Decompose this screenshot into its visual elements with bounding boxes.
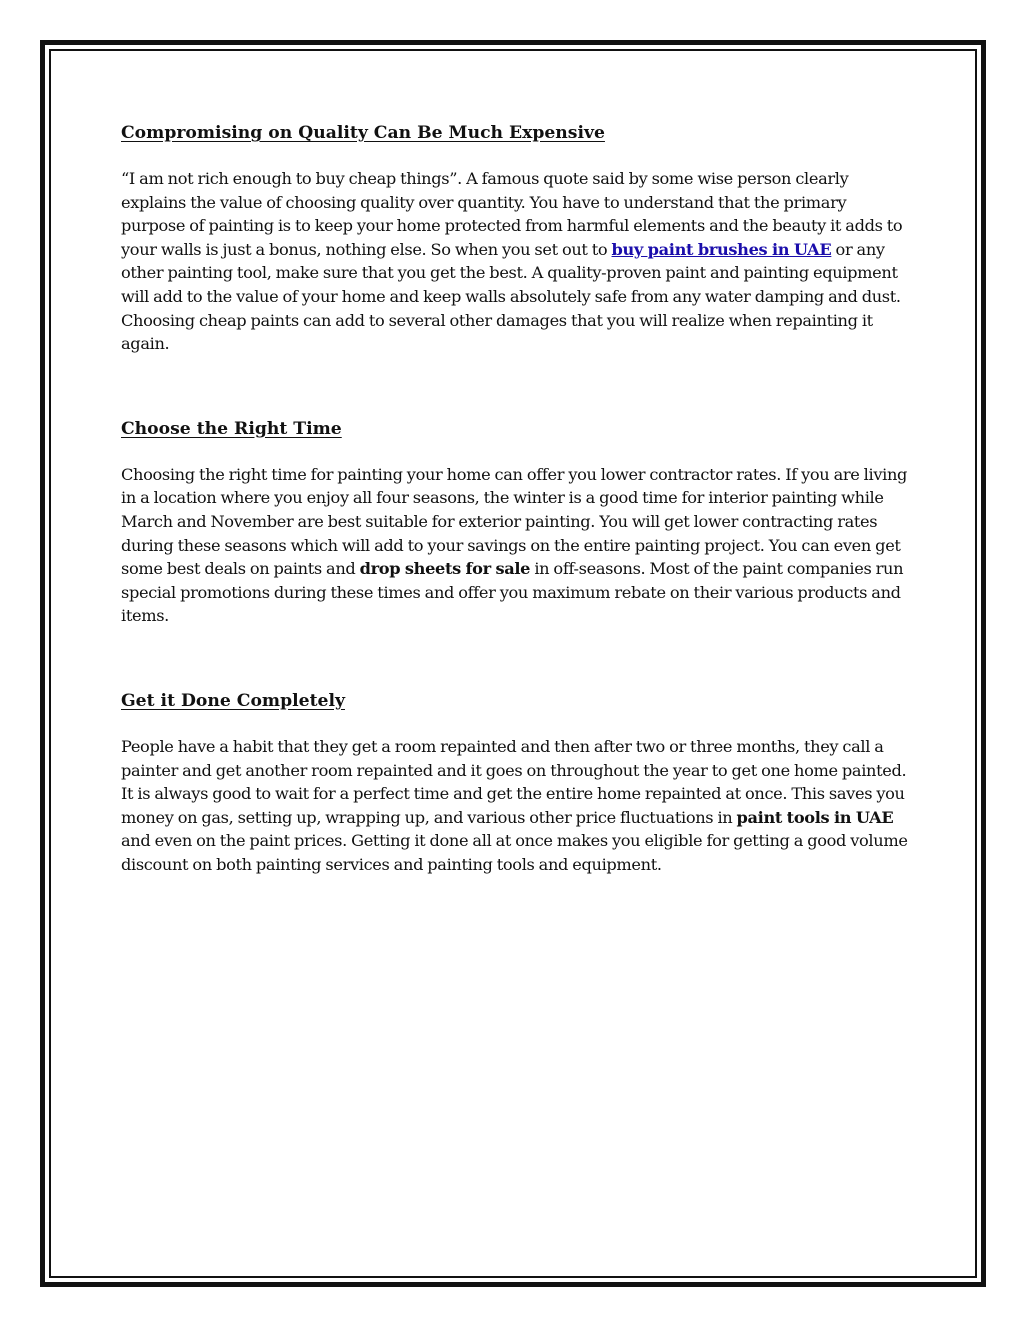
section-heading: Choose the Right Time: [121, 418, 342, 439]
paragraph-text: in off-seasons. Most of the paint companies run special promotions during these times and offer you maximum rebate on their various products and items.: [121, 559, 904, 626]
paragraph-text: Choosing the right time for painting your home can offer you lower contractor rates. If you are living in a location where you enjoy all four seasons, the winter is a good time for interior painting while March and November are best suitable for exterior painting. You will get lower contracting rates during these seasons which will add to your savings on the entire painting project. You can even get some best deals on paints and: [121, 464, 908, 579]
section-paragraph: [121, 167, 911, 356]
paragraph-text: or any other painting tool, make sure that you get the best. A quality-proven paint and painting equipment will add to the value of your home and keep walls absolutely safe from any water damping and dust. Choosing cheap paints can add to several other damages that you will realize when repainting it again.: [121, 239, 901, 354]
emphasis-text: drop sheets for sale: [359, 559, 531, 579]
paragraph-text: People have a habit that they get a room repainted and then after two or three months, they call a painter and get another room repainted and it goes on throughout the year to get one home painted. It is always good to wait for a perfect time and get the entire home repainted at once. This saves you money on gas, setting up, wrapping up, and various other price fluctuations in: [121, 736, 907, 827]
section-paragraph: [121, 735, 911, 877]
section-right-time: [121, 414, 911, 628]
paragraph-text: “I am not rich enough to buy cheap things”. A famous quote said by some wise person clearly explains the value of choosing quality over quantity. You have to understand that the primary purpose of painting is to keep your home protected from harmful elements and the beauty it adds to your walls is just a bonus, nothing else. So when you set out to: [121, 169, 903, 259]
section-quality: [121, 118, 911, 356]
section-heading: Compromising on Quality Can Be Much Expensive: [121, 123, 605, 143]
document-body: [121, 118, 911, 876]
section-heading: Get it Done Completely: [121, 690, 345, 711]
paragraph-text: and even on the paint prices. Getting it done all at once makes you eligible for getting a good volume discount on both painting services and painting tools and equipment.: [121, 831, 908, 874]
emphasis-text: paint tools in UAE: [736, 807, 894, 827]
section-done-completely: [121, 686, 911, 877]
section-paragraph: [121, 463, 911, 628]
buy-paint-brushes-link[interactable]: buy paint brushes in UAE: [611, 239, 832, 259]
